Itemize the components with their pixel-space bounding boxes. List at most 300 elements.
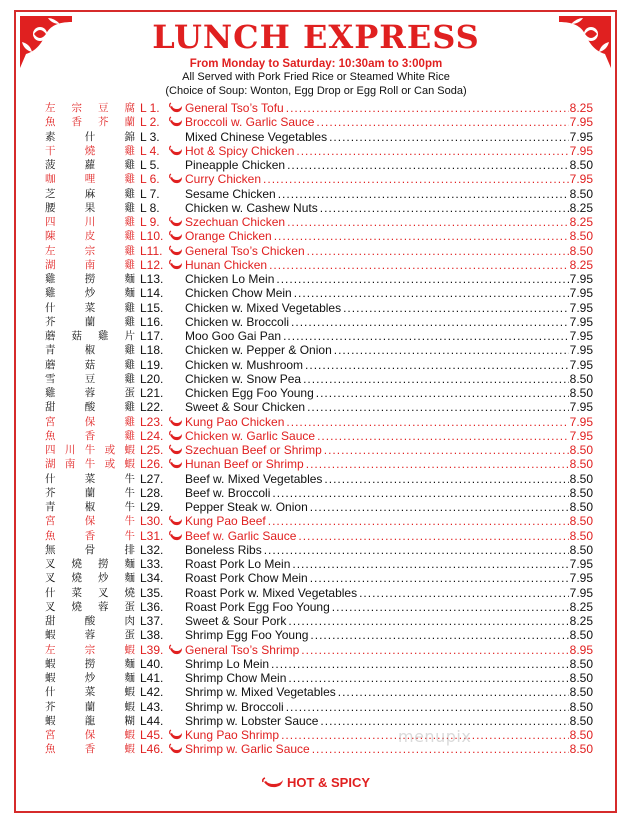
chinese-name: 叉 燒 撈 麵 [45,558,135,570]
item-line [185,258,593,272]
dot-leader [316,115,568,129]
chili-pepper-icon [169,514,183,528]
chinese-name: 雞 蓉 蛋 [45,387,135,399]
chinese-name: 蘑 菇 雞 [45,358,135,371]
item-name: Chicken w. Broccoli [185,314,290,329]
menu-item [45,486,595,500]
legend-label: HOT & SPICY [286,775,371,790]
chinese-name: 芝 麻 雞 [45,187,135,200]
dot-leader [288,671,568,685]
dot-leader [278,187,569,201]
chili-pepper-icon [169,172,183,186]
item-name: Orange Chicken [185,229,272,244]
item-name: Chicken w. Pepper & Onion [185,343,332,358]
item-name: Sweet & Sour Pork [185,614,287,628]
item-line [185,571,593,585]
item-price: 7.95 [569,300,593,315]
item-name: Pepper Steak w. Onion [185,500,308,514]
menu-title: LUNCH EXPRESS [152,18,480,56]
menu-item [45,571,595,585]
item-code: L33. [140,557,164,571]
menu-item [45,628,595,642]
dot-leader [338,685,569,699]
item-price: 7.95 [569,400,593,415]
item-line [185,514,593,528]
chinese-name: 四 川 雞 [45,216,135,228]
item-name: Chicken w. Mixed Vegetables [185,300,342,315]
item-name: Roast Pork Chow Mein [185,571,308,586]
item-name: Shrimp Egg Foo Young [185,628,309,643]
item-line [185,671,593,685]
item-name: General Tso’s Tofu [185,101,284,115]
item-price: 8.50 [569,386,593,400]
dot-leader [287,215,569,229]
item-line [185,386,593,400]
item-line [185,486,593,500]
item-price: 8.95 [569,642,593,657]
menu-item [45,529,595,543]
item-price: 7.95 [569,414,593,429]
menu-item [45,343,595,357]
chili-pepper-icon [169,457,183,471]
chili-pepper-icon [169,742,183,756]
chinese-name: 咖 哩 雞 [45,173,135,186]
item-price: 7.95 [569,343,593,358]
dot-leader [286,101,569,115]
item-name: Shrimp Chow Mein [185,671,287,685]
chinese-name: 蝦 蓉 蛋 [45,629,135,642]
item-code: L15. [140,300,164,315]
item-name: General Tso’s Shrimp [185,642,300,657]
dot-leader [324,443,569,457]
menu-item [45,358,595,372]
chinese-name: 魚 香 雞 [45,429,135,442]
menu-item [45,115,595,129]
dot-leader [283,329,569,343]
item-line [185,372,593,386]
dot-leader [274,229,569,243]
menu-item [45,315,595,329]
item-name: Kung Pao Shrimp [185,728,280,742]
item-name: Chicken Egg Foo Young [185,386,314,400]
item-name: Shrimp w. Broccoli [185,699,284,714]
chinese-name: 菠 蘿 雞 [45,159,135,171]
item-code: L36. [140,599,164,614]
item-price: 8.25 [569,614,593,628]
item-price: 8.50 [569,728,593,742]
item-code: L 2. [140,115,160,130]
item-code: L43. [140,699,164,714]
item-line [185,215,593,229]
item-price: 8.50 [569,542,593,557]
item-code: L20. [140,371,164,386]
menu-item [45,457,595,471]
item-name: Chicken Lo Mein [185,272,275,286]
item-name: Sweet & Sour Chicken [185,400,306,415]
chinese-name: 宮 保 牛 [45,515,135,528]
menu-item [45,643,595,657]
item-name: Roast Pork Lo Mein [185,557,291,571]
dot-leader [286,415,568,429]
item-price: 7.95 [569,143,593,158]
menu-item [45,671,595,685]
dot-leader [307,244,569,258]
menu-item [45,286,595,300]
item-line [185,172,593,186]
item-line [185,529,593,543]
item-name: Sesame Chicken [185,186,276,201]
item-line [185,500,593,514]
menu-item [45,557,595,571]
menu-item [45,586,595,600]
item-code: L24. [140,428,164,443]
item-line [185,329,593,343]
item-code: L22. [140,400,164,415]
chinese-name: 素 什 錦 [45,130,135,143]
menu-item [45,514,595,528]
item-name: General Tso’s Chicken [185,243,305,258]
chili-pepper-icon [169,101,183,115]
item-line [185,600,593,614]
item-code: L21. [140,386,164,400]
item-price: 7.95 [569,286,593,301]
item-line [185,358,593,372]
chili-pepper-icon [169,643,183,657]
item-name: Mixed Chinese Vegetables [185,129,328,144]
chinese-name: 雞 炒 麵 [45,287,135,300]
chili-pepper-icon [169,144,183,158]
menu-item [45,543,595,557]
dot-leader [329,130,569,144]
item-price: 8.50 [569,186,593,201]
menu-item [45,201,595,215]
dot-leader [343,301,569,315]
dot-leader [288,614,568,628]
menu-item [45,101,595,115]
menu-item [45,258,595,272]
dot-leader [276,272,568,286]
item-code: L32. [140,542,164,557]
item-code: L30. [140,514,164,529]
dot-leader [359,586,569,600]
item-price: 8.50 [569,656,593,671]
dot-leader [271,657,569,671]
item-line [185,457,593,471]
dot-leader [305,358,569,372]
item-code: L 4. [140,143,160,158]
item-price: 7.95 [569,172,593,187]
item-name: Broccoli w. Garlic Sauce [185,115,315,130]
item-price: 7.95 [569,115,593,130]
item-line [185,714,593,728]
menu-item [45,742,595,756]
dot-leader [268,514,569,528]
watermark: menupix [398,727,472,746]
item-name: Kung Pao Chicken [185,414,285,429]
item-code: L38. [140,628,164,643]
menu-item [45,301,595,315]
item-line [185,443,593,457]
item-line [185,657,593,671]
item-name: Hot & Spicy Chicken [185,143,295,158]
dot-leader [269,258,569,272]
chinese-name: 魚 香 蝦 [45,743,135,756]
chinese-name: 腰 果 雞 [45,201,135,214]
dot-leader [320,201,569,215]
item-code: L18. [140,343,164,358]
item-line [185,742,593,756]
item-code: L45. [140,728,164,742]
dot-leader [292,557,568,571]
hot-spicy-legend [0,775,632,790]
chinese-name: 叉 燒 炒 麵 [45,572,135,585]
menu-item [45,714,595,728]
item-name: Kung Pao Beef [185,514,266,529]
item-code: L13. [140,272,164,286]
item-price: 8.25 [569,101,593,115]
chinese-name: 甜 酸 肉 [45,615,135,627]
menu-item [45,130,595,144]
item-price: 7.95 [569,428,593,443]
item-line [185,315,593,329]
item-name: Curry Chicken [185,172,262,187]
chili-pepper-icon [169,443,183,457]
item-line [185,286,593,300]
chinese-name: 四 川 牛 或 蝦 [45,444,135,456]
menu-item [45,372,595,386]
item-code: L40. [140,656,164,671]
item-line [185,728,593,742]
dot-leader [334,343,569,357]
item-name: Beef w. Garlic Sauce [185,528,297,543]
item-price: 7.95 [569,571,593,586]
item-code: L42. [140,685,164,700]
item-name: Chicken w. Cashew Nuts [185,200,318,215]
item-code: L11. [140,243,163,258]
item-line [185,415,593,429]
menu-item [45,614,595,628]
item-line [185,130,593,144]
item-code: L29. [140,500,164,514]
chinese-name: 魚 香 牛 [45,529,135,542]
chinese-name: 芥 蘭 雞 [45,315,135,328]
item-line [185,472,593,486]
item-code: L 8. [140,200,160,215]
item-code: L12. [140,257,164,272]
dot-leader [264,543,569,557]
menu-item [45,215,595,229]
item-line [185,429,593,443]
dot-leader [316,386,569,400]
item-line [185,272,593,286]
menu-item [45,400,595,414]
item-code: L16. [140,314,164,329]
chinese-name: 左 宗 雞 [45,244,135,257]
item-name: Shrimp Lo Mein [185,656,270,671]
item-price: 8.50 [569,443,593,457]
dot-leader [287,158,569,172]
item-code: L25. [140,443,164,457]
item-code: L 5. [140,158,160,172]
item-line [185,115,593,129]
item-code: L44. [140,713,164,728]
item-line [185,614,593,628]
menu-list [45,101,595,757]
item-code: L46. [140,742,164,757]
item-name: Szechuan Beef or Shrimp [185,443,322,457]
item-code: L28. [140,485,164,500]
item-line [185,229,593,243]
item-price: 8.50 [569,243,593,258]
served-with-text: All Served with Pork Fried Rice or Steamed White Rice [182,71,450,83]
item-price: 8.50 [569,685,593,700]
item-price: 8.50 [569,500,593,514]
item-line [185,685,593,699]
item-code: L31. [140,528,164,543]
dot-leader [310,628,568,642]
item-code: L 9. [140,215,160,229]
dot-leader [296,144,568,158]
item-price: 8.50 [569,528,593,543]
chinese-name: 宮 保 雞 [45,415,135,428]
item-line [185,643,593,657]
dot-leader [291,315,569,329]
item-line [185,101,593,115]
item-price: 8.50 [569,742,593,757]
chili-pepper-icon [169,115,183,129]
item-line [185,700,593,714]
menu-item [45,600,595,614]
item-price: 8.50 [569,229,593,244]
item-price: 8.50 [569,371,593,386]
chinese-name: 左 宗 豆 腐 [45,102,135,114]
item-price: 7.95 [569,357,593,372]
chinese-name: 叉 燒 蓉 蛋 [45,600,135,613]
item-code: L39. [140,642,164,657]
item-price: 8.25 [569,257,593,272]
chili-pepper-icon [262,777,284,789]
menu-item [45,728,595,742]
chinese-name: 蝦 龍 糊 [45,714,135,727]
item-name: Pineapple Chicken [185,158,286,172]
dot-leader [310,500,569,514]
item-price: 8.50 [569,457,593,472]
soup-choice-text: (Choice of Soup: Wonton, Egg Drop or Egg Roll or Can Soda) [165,85,467,97]
item-line [185,187,593,201]
chili-pepper-icon [169,728,183,742]
menu-item [45,158,595,172]
item-name: Boneless Ribs [185,542,262,557]
item-code: L34. [140,571,164,586]
item-line [185,158,593,172]
hours-text: From Monday to Saturday: 10:30am to 3:00pm [189,58,443,70]
item-price: 8.50 [569,485,593,500]
chinese-name: 蘑 菇 雞 片 [45,330,135,342]
item-line [185,244,593,258]
chili-pepper-icon [169,229,183,243]
chinese-name: 什 菜 叉 燒 [45,586,135,599]
menu-item [45,386,595,400]
chili-pepper-icon [169,244,183,258]
chinese-name: 陳 皮 雞 [45,230,135,243]
item-price: 8.25 [569,200,593,215]
item-line [185,201,593,215]
menu-item [45,443,595,457]
item-code: L37. [140,614,164,628]
dot-leader [332,600,569,614]
chinese-name: 魚 香 芥 蘭 [45,116,135,129]
item-name: Hunan Chicken [185,257,268,272]
item-code: L27. [140,471,164,486]
chinese-name: 芥 蘭 蝦 [45,700,135,713]
chinese-name: 蝦 撈 麵 [45,657,135,670]
chili-pepper-icon [169,529,183,543]
dot-leader [306,457,569,471]
item-price: 8.50 [569,713,593,728]
chinese-name: 甜 酸 雞 [45,401,135,414]
item-name: Roast Pork w. Mixed Vegetables [185,585,358,600]
chili-pepper-icon [169,429,183,443]
item-code: L 7. [140,186,160,201]
menu-item [45,657,595,671]
item-code: L 1. [140,101,160,115]
item-line [185,628,593,642]
item-price: 8.25 [569,599,593,614]
item-line [185,586,593,600]
item-code: L19. [140,357,164,372]
dot-leader [310,571,569,585]
item-price: 8.50 [569,471,593,486]
item-code: L17. [140,329,164,343]
item-name: Hunan Beef or Shrimp [185,457,304,472]
item-name: Chicken Chow Mein [185,286,292,301]
item-name: Chicken w. Mushroom [185,357,304,372]
item-code: L26. [140,457,164,472]
chinese-name: 青 椒 雞 [45,344,135,357]
item-name: Roast Pork Egg Foo Young [185,599,330,614]
item-code: L23. [140,414,164,429]
menu-item [45,229,595,243]
item-price: 7.95 [569,329,593,343]
dot-leader [303,372,569,386]
item-code: L10. [140,229,164,244]
chinese-name: 什 菜 雞 [45,301,135,314]
chinese-name: 雪 豆 雞 [45,372,135,385]
item-name: Beef w. Mixed Vegetables [185,471,323,486]
item-name: Shrimp w. Mixed Vegetables [185,685,336,700]
item-name: Chicken w. Garlic Sauce [185,428,316,443]
menu-item [45,272,595,286]
menu-item [45,415,595,429]
chinese-name: 無 骨 排 [45,543,135,556]
item-price: 8.50 [569,671,593,685]
menu-item [45,500,595,514]
item-line [185,557,593,571]
menu-item [45,172,595,186]
dot-leader [294,286,569,300]
chili-pepper-icon [169,258,183,272]
item-name: Shrimp w. Lobster Sauce [185,713,319,728]
item-price: 8.50 [569,699,593,714]
item-price: 7.95 [569,272,593,286]
chinese-name: 左 宗 蝦 [45,643,135,656]
item-line [185,543,593,557]
dot-leader [307,400,569,414]
item-price: 8.50 [569,628,593,643]
dot-leader [301,643,568,657]
item-code: L14. [140,286,164,301]
chili-pepper-icon [169,415,183,429]
